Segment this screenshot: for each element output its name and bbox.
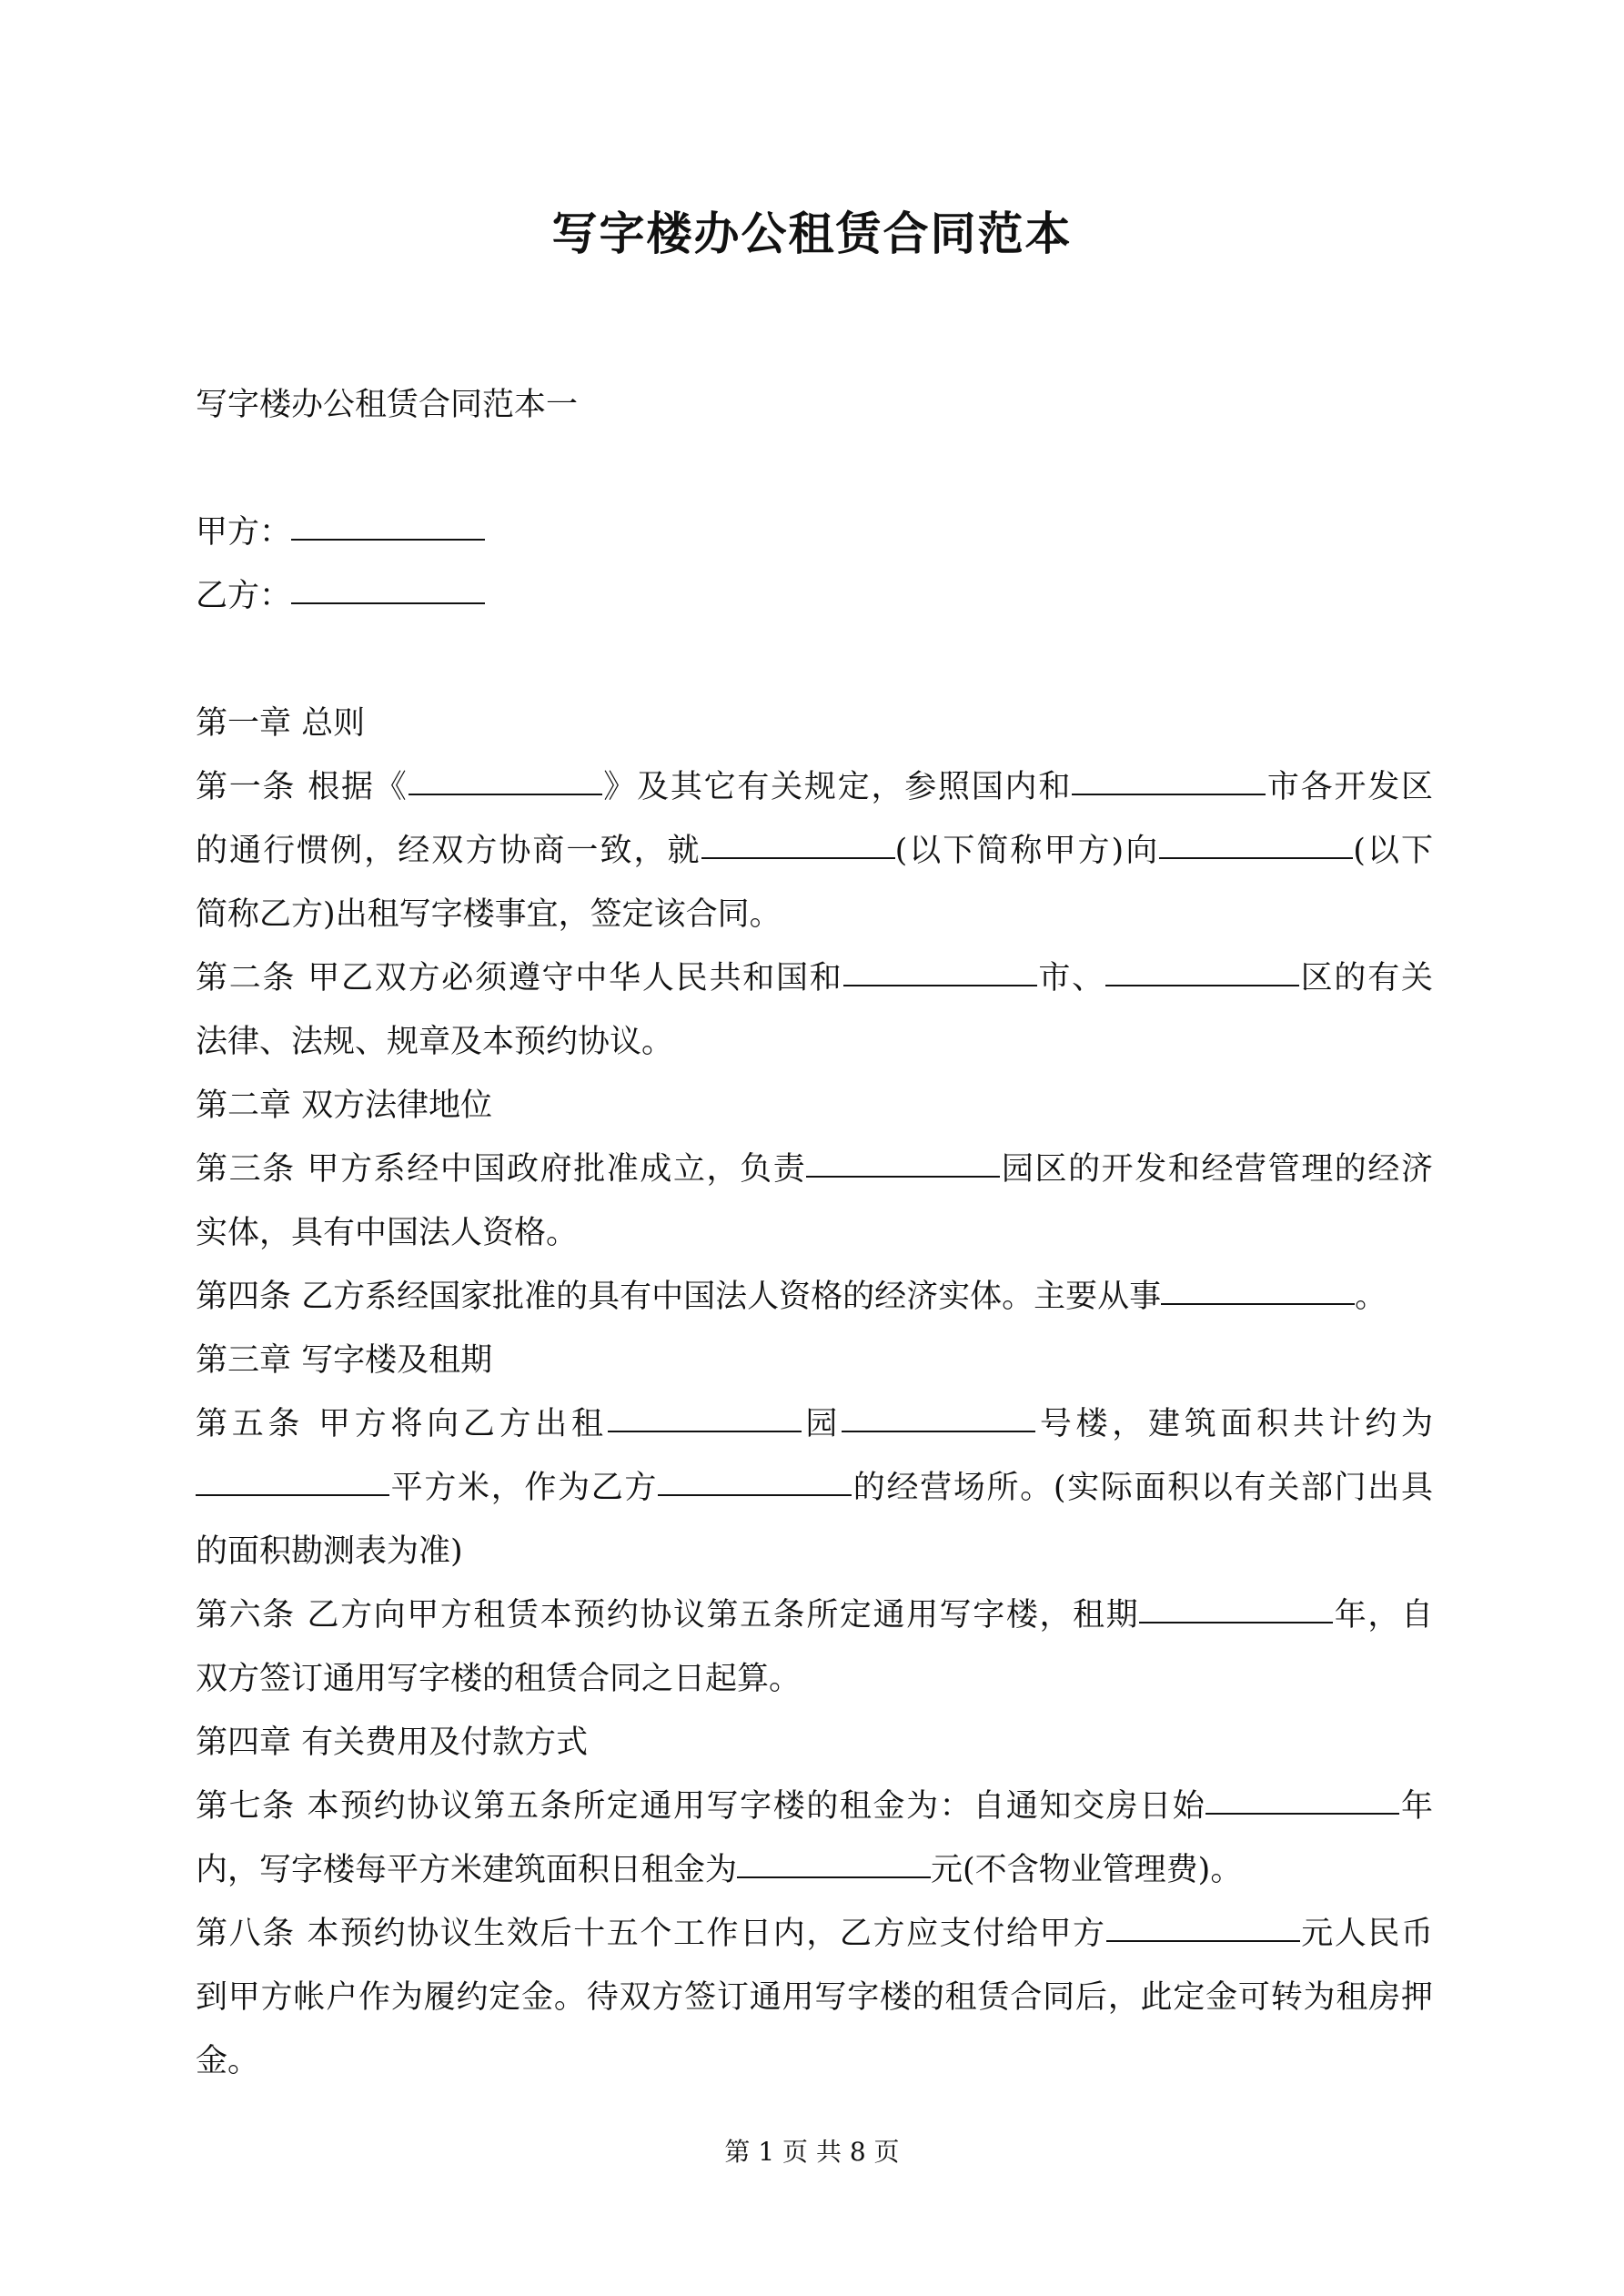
party-a-label: 甲方： [196,514,292,551]
article-6-line-1 [196,1583,1433,1647]
article-1-line-2 [196,819,1433,883]
article-text: 第六条 乙方向甲方租赁本预约协议第五条所定通用写字楼，租期 [196,1597,1140,1633]
article-text: 号楼，建筑面积共计约为 [1035,1406,1433,1442]
article-8-line-1 [196,1902,1433,1966]
fill-blank [1161,1303,1355,1305]
article-3-line-2: 实体，具有中国法人资格。 [196,1215,579,1251]
article-text: 的经营场所。(实际面积以有关部门出具 [852,1470,1433,1506]
article-text: 园 [801,1406,842,1442]
chapter-2-heading: 第二章 双方法律地位 [196,1087,493,1124]
fill-blank [842,1431,1035,1432]
article-4-line-1 [196,1265,1433,1329]
fill-blank [1205,1813,1399,1815]
article-text: 园区的开发和经营管理的经济 [1000,1151,1433,1188]
fill-blank [608,1431,802,1432]
article-text: 的通行惯例，经双方协商一致，就 [196,833,701,869]
party-a-blank [291,539,485,541]
article-text: (以下 [1353,833,1433,869]
party-a-line [196,501,1433,564]
party-b-line [196,564,1433,628]
article-7-line-1 [196,1775,1433,1838]
fill-blank [409,794,602,795]
article-2-line-1 [196,946,1433,1010]
article-text: 市各开发区 [1266,769,1433,805]
fill-blank [1139,1622,1333,1623]
chapter-1-heading: 第一章 总则 [196,705,366,742]
document-title: 写字楼办公租赁合同范本 [551,207,1073,260]
article-text: 元(不含物业管理费)。 [931,1852,1243,1888]
article-text: 内，写字楼每平方米建筑面积日租金为 [196,1852,738,1888]
article-text: 年，自 [1333,1597,1433,1633]
page-number: 第 1 页 共 8 页 [724,2137,900,2167]
article-text: 区的有关 [1298,960,1433,996]
chapter-4-heading: 第四章 有关费用及付款方式 [196,1725,589,1761]
party-b-label: 乙方： [196,578,292,614]
article-5-line-2 [196,1456,1433,1520]
spacer [196,628,1433,692]
fill-blank [1105,985,1299,986]
subtitle: 写字楼办公租赁合同范本一 [196,387,579,423]
article-text: 第八条 本预约协议生效后十五个工作日内，乙方应支付给甲方 [196,1916,1106,1952]
article-text: (以下简称甲方)向 [894,833,1160,869]
fill-blank [843,985,1037,986]
article-8-line-2: 到甲方帐户作为履约定金。待双方签订通用写字楼的租赁合同后，此定金可转为租房押 [196,1979,1433,2016]
article-6-line-2: 双方签订通用写字楼的租赁合同之日起算。 [196,1661,802,1697]
article-text: 平方米，作为乙方 [389,1470,659,1506]
fill-blank [737,1876,931,1878]
article-text: 第四条 乙方系经国家批准的具有中国法人资格的经济实体。主要从事 [196,1279,1162,1315]
article-text: 第七条 本预约协议第五条所定通用写字楼的租金为：自通知交房日始 [196,1788,1206,1825]
article-text: 第五条 甲方将向乙方出租 [196,1406,608,1442]
article-text: 年 [1399,1788,1433,1825]
article-2-line-2: 法律、法规、规章及本预约协议。 [196,1024,674,1060]
article-text: 第三条 甲方系经中国政府批准成立，负责 [196,1151,807,1188]
spacer [196,437,1433,501]
article-3-line-1 [196,1138,1433,1201]
document-body [196,373,1433,2093]
article-text: 市、 [1036,960,1105,996]
fill-blank [1106,1940,1300,1942]
article-5-line-3: 的面积勘测表为准) [196,1533,463,1570]
fill-blank [701,857,895,859]
article-text: 》及其它有关规定，参照国内和 [601,769,1073,805]
article-8-line-3: 金。 [196,2043,260,2079]
article-text: 元人民币 [1299,1916,1433,1952]
article-1-line-3: 简称乙方)出租写字楼事宜，签定该合同。 [196,896,782,933]
article-text: 第一条 根据《 [196,769,409,805]
article-text: 第二条 甲乙双方必须遵守中华人民共和国和 [196,960,843,996]
fill-blank [1072,794,1266,795]
chapter-3-heading: 第三章 写字楼及租期 [196,1342,493,1379]
article-5-line-1 [196,1392,1433,1456]
article-7-line-2 [196,1838,1433,1902]
fill-blank [658,1494,852,1496]
party-b-blank [291,602,485,604]
fill-blank [196,1494,389,1496]
fill-blank [1159,857,1353,859]
fill-blank [806,1176,1000,1178]
article-1-line-1 [196,755,1433,819]
article-text: 。 [1355,1279,1387,1315]
